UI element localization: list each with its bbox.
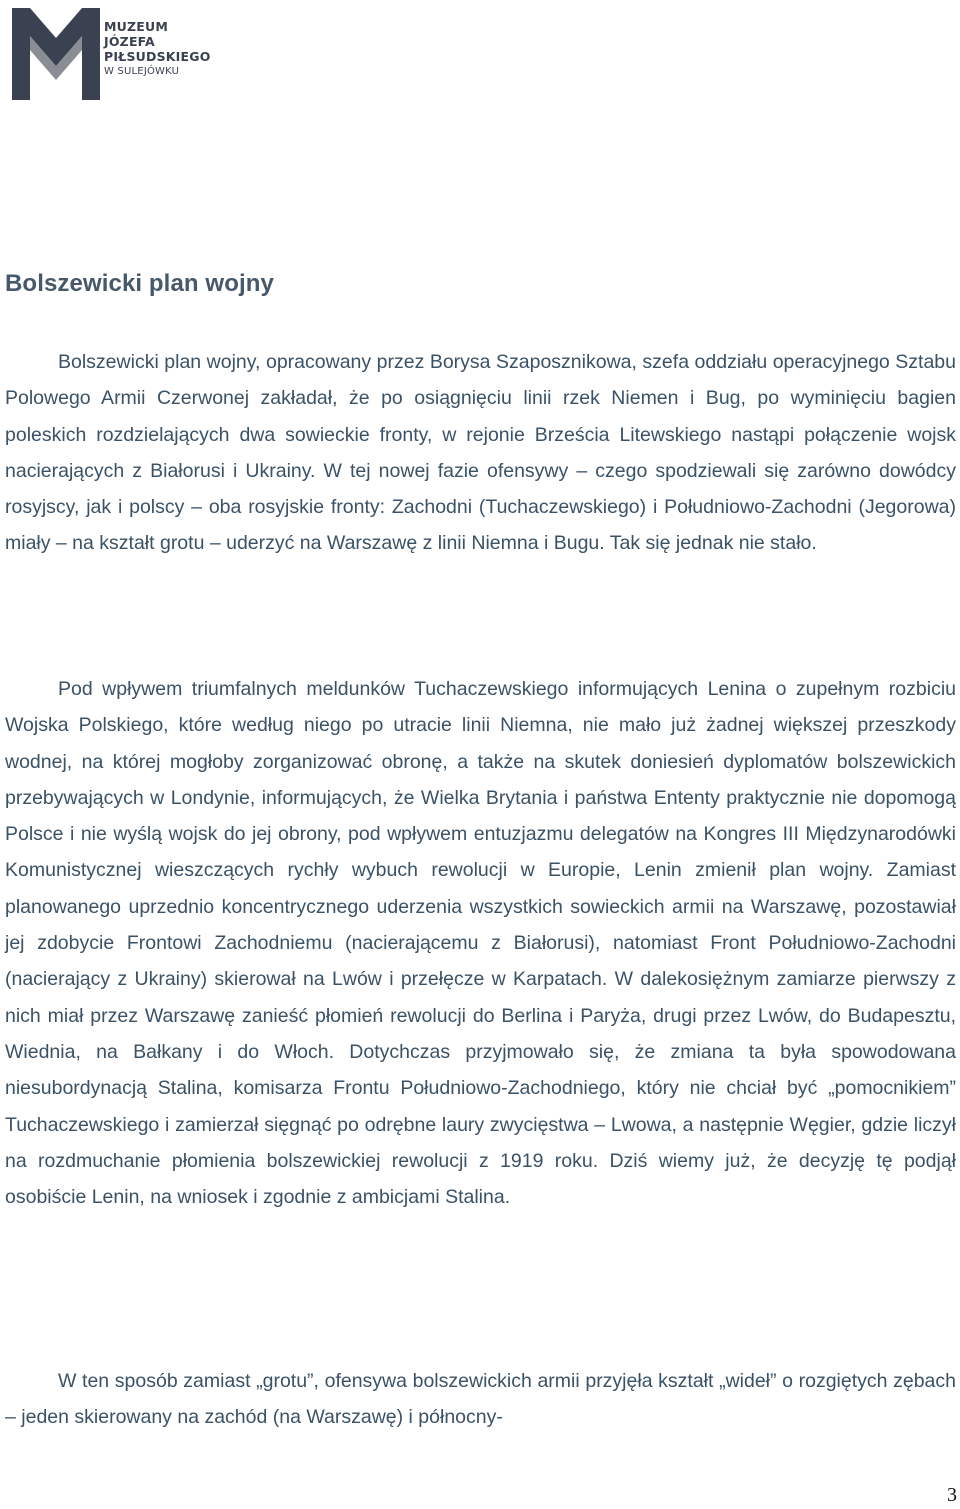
page-number: 3 — [947, 1484, 957, 1506]
body-paragraph-2: Pod wpływem triumfalnych meldunków Tuchaczewskiego informujących Lenina o zupełnym rozbiciu Wojska Polskiego, które według niego po utracie linii Niemna, nie mało już żadnej większej przeszkody wodnej, na której mogłoby zorganizować obronę, a także na skutek doniesień dyplomatów bolszewickich przebywających w Londynie, informujących, że Wielka Brytania i państwa Ententy praktycznie nie dopomogą Polsce i nie wyślą wojsk do jej obrony, pod wpływem entuzjazmu delegatów na Kongres III Międzynarodówki Komunistycznej wieszczących rychły wybuch rewolucji w Europie, Lenin zmienił plan wojny. Zamiast planowanego uprzednio koncentrycznego uderzenia wszystkich sowieckich armii na Warszawę, pozostawiał jej zdobycie Frontowi Zachodniemu (nacierającemu z Białorusi), natomiast Front Południowo-Zachodni (nacierający z Ukrainy) skierował na Lwów i przełęcze w Karpatach. W dalekosiężnym zamiarze pierwszy z nich miał przez Warszawę zanieść płomień rewolucji do Berlina i Paryża, drugi przez Lwów, do Budapesztu, Wiednia, na Bałkany i do Włoch. Dotychczas przyjmowało się, że zmiana ta była spowodowana niesubordynacją Stalina, komisarza Frontu Południowo-Zachodniego, który nie chciał być „pomocnikiem” Tuchaczewskiego i zamierzał sięgnąć po odrębne laury zwycięstwa – Lwowa, a następnie Węgier, gdzie liczył na rozdmuchanie płomienia bolszewickiej rewolucji z 1919 roku. Dziś wiemy już, że decyzję tę podjął osobiście Lenin, na wniosek i zgodnie z ambicjami Stalina. — [5, 678, 956, 1209]
logo-line-pilsudskiego: PIŁSUDSKIEGO — [104, 49, 211, 64]
logo-line-museum: MUZEUM — [104, 19, 168, 34]
body-paragraph-3: W ten sposób zamiast „grotu”, ofensywa bolszewickich armii przyjęła kształt „wideł” o rozgiętych zębach – jeden skierowany na zachód (na Warszawę) i północny- — [5, 1370, 956, 1429]
body-paragraph-1: Bolszewicki plan wojny, opracowany przez Borysa Szaposznikowa, szefa oddziału operacyjnego Sztabu Polowego Armii Czerwonej zakładał, że po osiągnięciu linii rzek Niemen i Bug, po wyminięciu bagien poleskich rozdzielających dwa sowieckie fronty, w rejonie Brześcia Litewskiego nastąpi połączenie wojsk nacierających z Białorusi i Ukrainy. W tej nowej fazie ofensywy – czego spodziewali się zarówno dowódcy rosyjscy, jak i polscy – oba rosyjskie fronty: Zachodni (Tuchaczewskiego) i Południowo-Zachodni (Jegorowa) miały – na kształt grotu – uderzyć na Warszawę z linii Niemna i Bugu. Tak się jednak nie stało. — [5, 351, 956, 555]
museum-logo — [12, 8, 232, 104]
logo-line-jozefa: JÓZEFA — [104, 34, 155, 49]
museum-logo-text — [104, 19, 211, 79]
museum-m-logo-icon — [12, 8, 100, 100]
logo-line-sulejowek: W SULEJÓWKU — [104, 66, 180, 77]
page-title: Bolszewicki plan wojny — [5, 270, 274, 297]
